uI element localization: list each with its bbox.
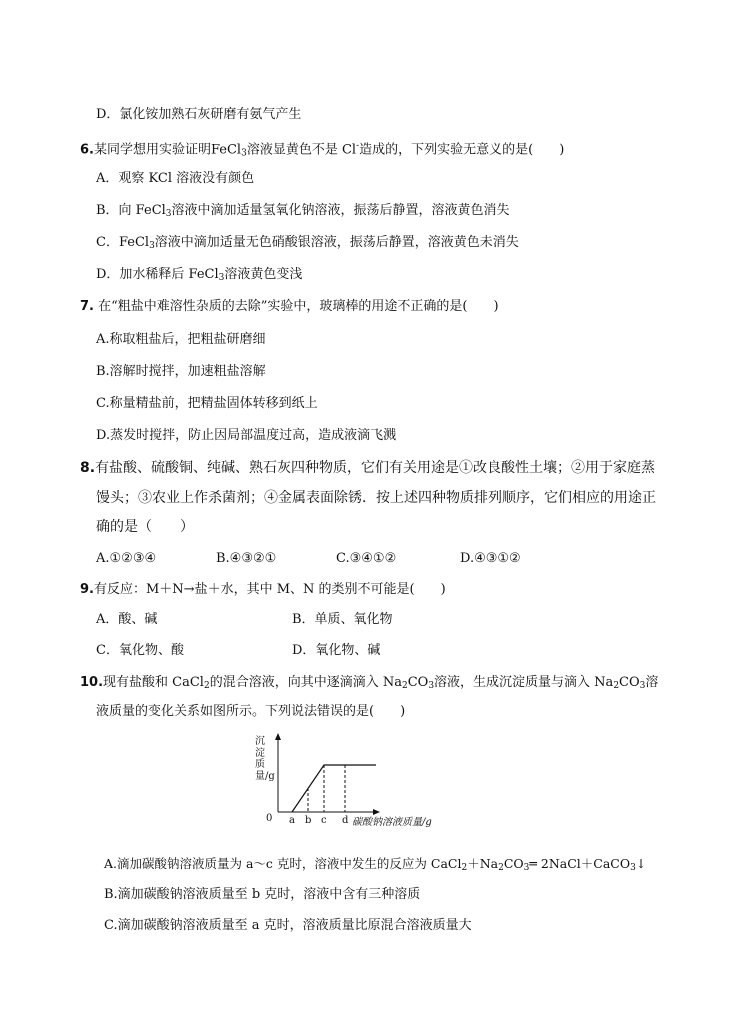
graph-tick-a: a bbox=[289, 815, 295, 826]
q8-option-c: C.③④①② bbox=[336, 551, 397, 566]
q9-stem: 9.有反应：M＋N→盐＋水，其中 M、N 的类别不可能是( ) bbox=[80, 582, 446, 597]
q7-stem: 7. 在“粗盐中难溶性杂质的去除”实验中，玻璃棒的用途不正确的是( ) bbox=[80, 299, 499, 314]
q7-number: 7. bbox=[80, 299, 94, 314]
q10-number: 10. bbox=[80, 675, 104, 690]
graph-tick-d: d bbox=[342, 815, 349, 826]
q6-option-b: B．向 FeCl$_3$溶液中滴加适量氢氧化钠溶液，振荡后静置，溶液黄色消失 bbox=[96, 203, 510, 219]
q9-option-d: D．氧化物、碱 bbox=[292, 643, 381, 658]
q7-option-d: D.蒸发时搅拌，防止因局部温度过高，造成液滴飞溅 bbox=[96, 428, 397, 443]
graph-y-label: 沉淀质量/g bbox=[255, 736, 275, 782]
graph-origin-label: 0 bbox=[266, 813, 273, 824]
q5-option-d: D．氯化铵加熟石灰研磨有氨气产生 bbox=[96, 107, 302, 122]
graph-tick-b: b bbox=[305, 815, 312, 826]
q6-option-a: A．观察 KCl 溶液没有颜色 bbox=[96, 171, 255, 186]
q8-option-b: B.④③②① bbox=[216, 551, 277, 566]
q10-option-c: C.滴加碳酸钠溶液质量至 a 克时，溶液质量比原混合溶液质量大 bbox=[104, 918, 472, 933]
q6-option-d: D．加水稀释后 FeCl$_3$溶液黄色变浅 bbox=[96, 267, 303, 283]
q6-stem: 6.某同学想用实验证明FeCl$_3$溶液显黄色不是 Cl-造成的，下列实验无意义的是( ) bbox=[80, 141, 565, 159]
q10-option-b: B.滴加碳酸钠溶液质量至 b 克时，溶液中含有三种溶质 bbox=[104, 887, 421, 902]
q7-option-b: B.溶解时搅拌，加速粗盐溶解 bbox=[96, 364, 266, 379]
q8-number: 8. bbox=[80, 460, 96, 476]
q9-option-a: A．酸、碱 bbox=[96, 612, 158, 627]
graph-x-label: 碳酸钠溶液质量/g bbox=[352, 817, 432, 828]
q7-option-a: A.称取粗盐后，把粗盐研磨细 bbox=[96, 332, 266, 347]
q8-stem-line3: 确的是（ ） bbox=[96, 519, 194, 535]
q9-option-c: C．氧化物、酸 bbox=[96, 643, 184, 658]
q8-option-a: A.①②③④ bbox=[96, 551, 157, 566]
q8-option-d: D.④③①② bbox=[460, 551, 521, 566]
q10-stem-line2: 液质量的变化关系如图所示。下列说法错误的是( ) bbox=[96, 704, 406, 719]
y-axis-arrow bbox=[275, 733, 281, 740]
precipitate-curve bbox=[292, 765, 376, 812]
q10-option-a: A.滴加碳酸钠溶液质量为 a～c 克时，溶液中发生的反应为 $CaCl_2+Na_2CO_3═$ 2NaCl＋CaCO$_3$↓ bbox=[104, 856, 647, 873]
q9-option-b: B．单质、氧化物 bbox=[292, 612, 393, 627]
q9-number: 9. bbox=[80, 582, 94, 597]
q7-option-c: C.称量精盐前，把精盐固体转移到纸上 bbox=[96, 396, 318, 411]
graph-tick-c: c bbox=[321, 815, 327, 826]
q8-stem-line2: 馒头；③农业上作杀菌剂；④金属表面除锈．按上述四种物质排列顺序，它们相应的用途正 bbox=[96, 490, 656, 506]
q8-stem-line1: 8.有盐酸、硫酸铜、纯碱、熟石灰四种物质，它们有关用途是①改良酸性土壤；②用于家庭蒸 bbox=[80, 460, 656, 476]
q6-number: 6. bbox=[80, 142, 94, 158]
q6-option-c: C．FeCl$_3$溶液中滴加适量无色硝酸银溶液，振荡后静置，溶液黄色未消失 bbox=[96, 235, 519, 251]
q10-stem-line1: 10.现有盐酸和 CaCl$_2$的混合溶液，向其中逐滴滴入 $Na_2CO_3$溶液，生成沉淀质量与滴入 $Na_2CO_3$溶 bbox=[80, 675, 659, 691]
